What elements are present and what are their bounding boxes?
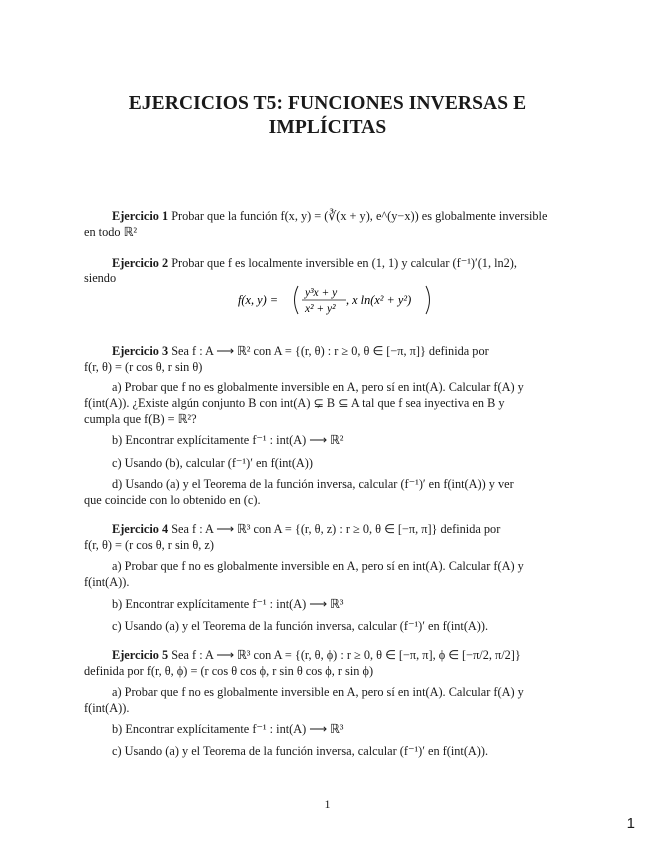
viewer-page-indicator: 1 <box>626 815 635 832</box>
formula-denominator: x² + y² <box>305 303 336 315</box>
exercise-4-c-text: c) Usando (a) y el Teorema de la función inversa, calcular (f⁻¹)′ en f(int(A)). <box>112 619 489 633</box>
exercise-4-c <box>112 618 553 634</box>
exercise-3-d-cont <box>84 492 525 508</box>
exercise-2 <box>112 255 553 271</box>
exercise-5-b <box>112 721 553 737</box>
exercise-2-label: Ejercicio 2 <box>112 256 169 270</box>
exercise-3-b <box>112 432 553 448</box>
exercise-1 <box>112 208 553 224</box>
exercise-4-label: Ejercicio 4 <box>112 522 169 536</box>
exercise-4 <box>112 521 553 537</box>
exercise-3-label: Ejercicio 3 <box>112 344 169 358</box>
exercise-3-b-text: b) Encontrar explícitamente f⁻¹ : int(A) ⟶ ℝ² <box>112 433 344 447</box>
exercise-3-c-text: c) Usando (b), calcular (f⁻¹)′ en f(int(A)) <box>112 456 313 470</box>
exercise-3-cont <box>84 359 525 375</box>
exercise-5-cont <box>84 663 525 679</box>
exercise-1-cont <box>84 224 525 240</box>
exercise-3-text-line-1: Sea f : A ⟶ ℝ² con A = {(r, θ) : r ≥ 0, θ ∈ [−π, π]} definida por <box>171 344 489 358</box>
exercise-5-c <box>112 743 553 759</box>
exercise-4-a-cont <box>84 574 525 590</box>
exercise-4-a <box>112 558 553 574</box>
exercise-5-a-cont <box>84 700 525 716</box>
exercise-5-a-line-1: a) Probar que f no es globalmente inversible en A, pero sí en int(A). Calcular f(A) y <box>112 685 524 699</box>
exercise-3-a-line-1: a) Probar que f no es globalmente inversible en A, pero sí en int(A). Calcular f(A) y <box>112 380 524 394</box>
exercise-3 <box>112 343 553 359</box>
exercise-2-text-line-2: siendo <box>84 271 117 285</box>
document-title-line-2: IMPLÍCITAS <box>268 117 387 138</box>
exercise-5-a-line-2: f(int(A)). <box>84 701 130 715</box>
page-number: 1 <box>324 797 331 811</box>
exercise-5-b-text: b) Encontrar explícitamente f⁻¹ : int(A) ⟶ ℝ³ <box>112 722 344 736</box>
exercise-3-c <box>112 455 553 471</box>
exercise-3-a-cont <box>84 395 525 427</box>
exercise-3-d <box>112 476 553 492</box>
exercise-5 <box>112 647 553 663</box>
formula-lhs: f(x, y) = <box>238 293 279 307</box>
formula-graphic <box>238 283 438 317</box>
exercise-4-text-line-2: f(r, θ) = (r cos θ, r sin θ, z) <box>84 538 214 552</box>
exercise-5-c-text: c) Usando (a) y el Teorema de la función inversa, calcular (f⁻¹)′ en f(int(A)). <box>112 744 489 758</box>
formula-rest: , x ln(x² + y²) <box>346 293 412 307</box>
exercise-3-a <box>112 379 553 395</box>
exercise-1-label: Ejercicio 1 <box>112 209 169 223</box>
exercise-3-d-line-1: d) Usando (a) y el Teorema de la función inversa, calcular (f⁻¹)′ en f(int(A)) y ver <box>112 477 514 491</box>
exercise-2-formula <box>238 283 438 317</box>
exercise-5-text-line-1: Sea f : A ⟶ ℝ³ con A = {(r, θ, ϕ) : r ≥ 0, θ ∈ [−π, π], ϕ ∈ [−π/2, π/2]} <box>171 648 521 662</box>
document-title-line-1: EJERCICIOS T5: FUNCIONES INVERSAS E <box>128 93 527 114</box>
exercise-3-a-line-2: f(int(A)). ¿Existe algún conjunto B con int(A) ⊊ B ⊆ A tal que f sea inyectiva en B y <box>84 396 505 410</box>
exercise-4-b <box>112 596 553 612</box>
exercise-4-cont <box>84 537 525 553</box>
formula-numerator: y³x + y <box>305 287 338 299</box>
exercise-4-a-line-1: a) Probar que f no es globalmente inversible en A, pero sí en int(A). Calcular f(A) y <box>112 559 524 573</box>
exercise-2-text-line-1: Probar que f es localmente inversible en (1, 1) y calcular (f⁻¹)′(1, ln2), <box>171 256 517 270</box>
exercise-3-text-line-2: f(r, θ) = (r cos θ, r sin θ) <box>84 360 203 374</box>
exercise-3-a-line-3: cumpla que f(B) = ℝ²? <box>84 412 197 426</box>
exercise-4-text-line-1: Sea f : A ⟶ ℝ³ con A = {(r, θ, z) : r ≥ 0, θ ∈ [−π, π]} definida por <box>171 522 501 536</box>
exercise-5-label: Ejercicio 5 <box>112 648 169 662</box>
exercise-3-d-line-2: que coincide con lo obtenido en (c). <box>84 493 261 507</box>
exercise-1-text-line-1: Probar que la función f(x, y) = (∛(x + y), e^(y−x)) es globalmente inversible <box>171 209 548 223</box>
exercise-1-text-line-2: en todo ℝ² <box>84 225 138 239</box>
exercise-5-text-line-2: definida por f(r, θ, ϕ) = (r cos θ cos ϕ, r sin θ cos ϕ, r sin ϕ) <box>84 664 374 678</box>
exercise-5-a <box>112 684 553 700</box>
exercise-4-a-line-2: f(int(A)). <box>84 575 130 589</box>
exercise-4-b-text: b) Encontrar explícitamente f⁻¹ : int(A) ⟶ ℝ³ <box>112 597 344 611</box>
